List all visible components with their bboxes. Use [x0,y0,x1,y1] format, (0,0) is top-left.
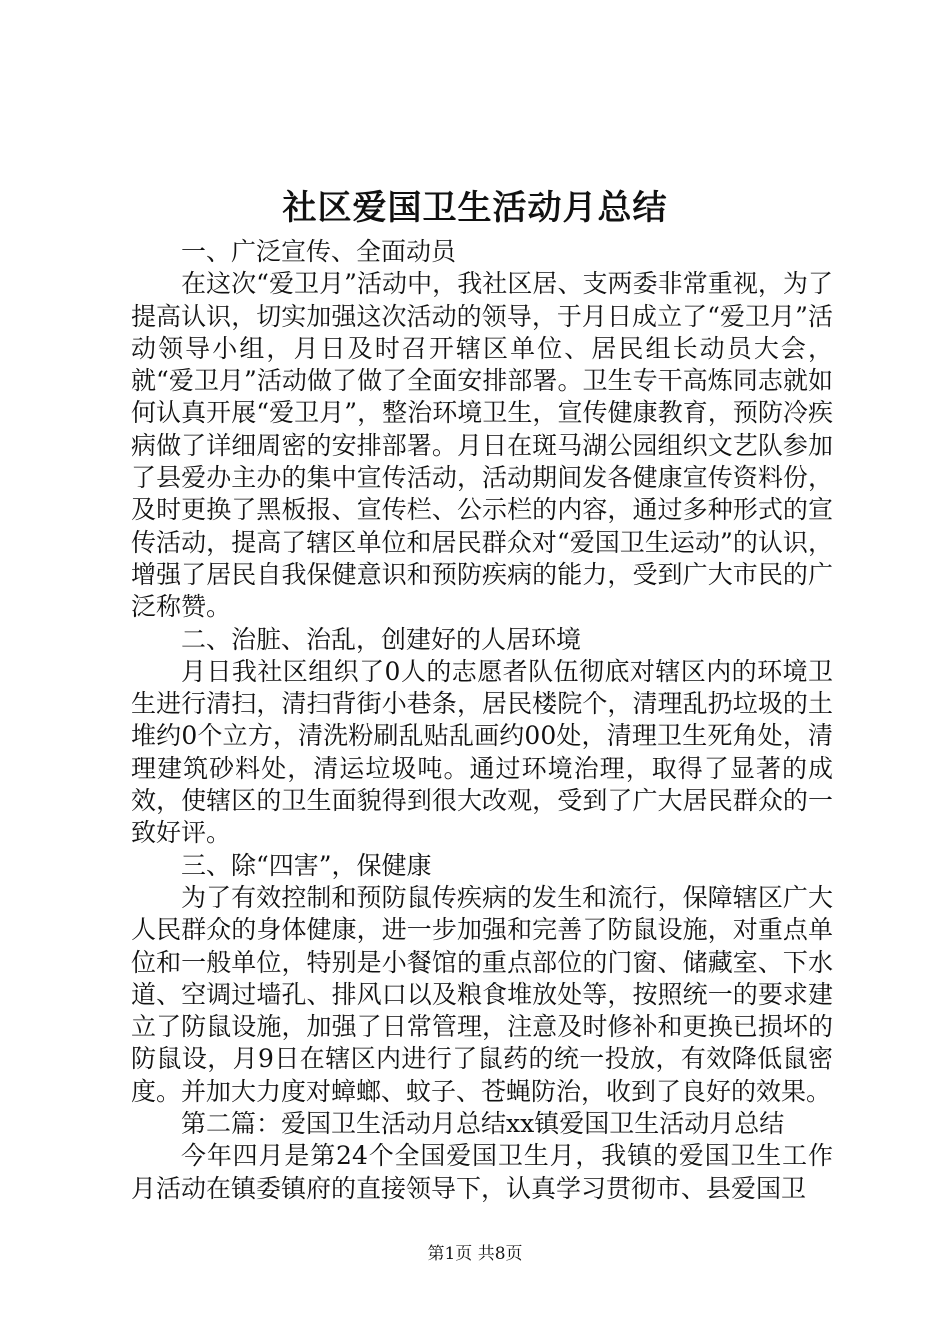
section-heading-1: 一、广泛宣传、全面动员 [181,237,457,266]
section-heading-2: 二、治脏、治乱，创建好的人居环境 [181,624,582,654]
paragraph-3: 为了有效控制和预防鼠传疾病的发生和流行，保障辖区广大人民群众的身体健康，进一步加强和完善了防鼠设施，对重点单位和一般单位，特别是小餐馆的重点部位的门窗、储藏室、下水道、空调过墙孔、排风口以及粮食堆放处等，按照统一的要求建立了防鼠设施，加强了日常管理，注意及时修补和更换已损坏的防鼠设，月9日在辖区内进行了鼠药的统一投放，有效降低鼠密度。并加大力度对蟑螂、蚊子、苍蝇防治，收到了良好的效果。 [131,882,833,1106]
section-heading-3: 三、除“四害”，保健康 [181,850,432,880]
paragraph-1: 在这次“爱卫月”活动中，我社区居、支两委非常重视，为了提高认识，切实加强这次活动的领导，于月日成立了“爱卫月”活动领导小组，月日及时召开辖区单位、居民组长动员大会，就“爱卫月”活动做了做了全面安排部署。卫生专干高炼同志就如何认真开展“爱卫月”，整治环境卫生，宣传健康教育，预防冷疾病做了详细周密的安排部署。月日在斑马湖公园组织文艺队参加了县爱办主办的集中宣传活动，活动期间发各健康宣传资料份，及时更换了黑板报、宣传栏、公示栏的内容，通过多种形式的宣传活动，提高了辖区单位和居民群众对“爱国卫生运动”的认识，增强了居民自我保健意识和预防疾病的能力，受到广大市民的广泛称赞。 [131,269,833,622]
part-two-heading: 第二篇：爱国卫生活动月总结xx镇爱国卫生活动月总结 [181,1109,785,1139]
paragraph-4: 今年四月是第24个全国爱国卫生月，我镇的爱国卫生工作月活动在镇委镇府的直接领导下，认真学习贯彻市、县爱国卫 [131,1141,833,1203]
paragraph-2: 月日我社区组织了0人的志愿者队伍彻底对辖区内的环境卫生进行清扫，清扫背街小巷条，居民楼院个，清理乱扔垃圾的土堆约0个立方，清洗粉刷乱贴乱画约00处，清理卫生死角处，清理建筑砂料处，清运垃圾吨。通过环境治理，取得了显著的成效，使辖区的卫生面貌得到很大改观，受到了广大居民群众的一致好评。 [131,656,833,848]
document-title: 社区爱国卫生活动月总结 [282,188,668,228]
page-footer: 第1页 共8页 [427,1244,523,1264]
document-body [131,236,833,1205]
